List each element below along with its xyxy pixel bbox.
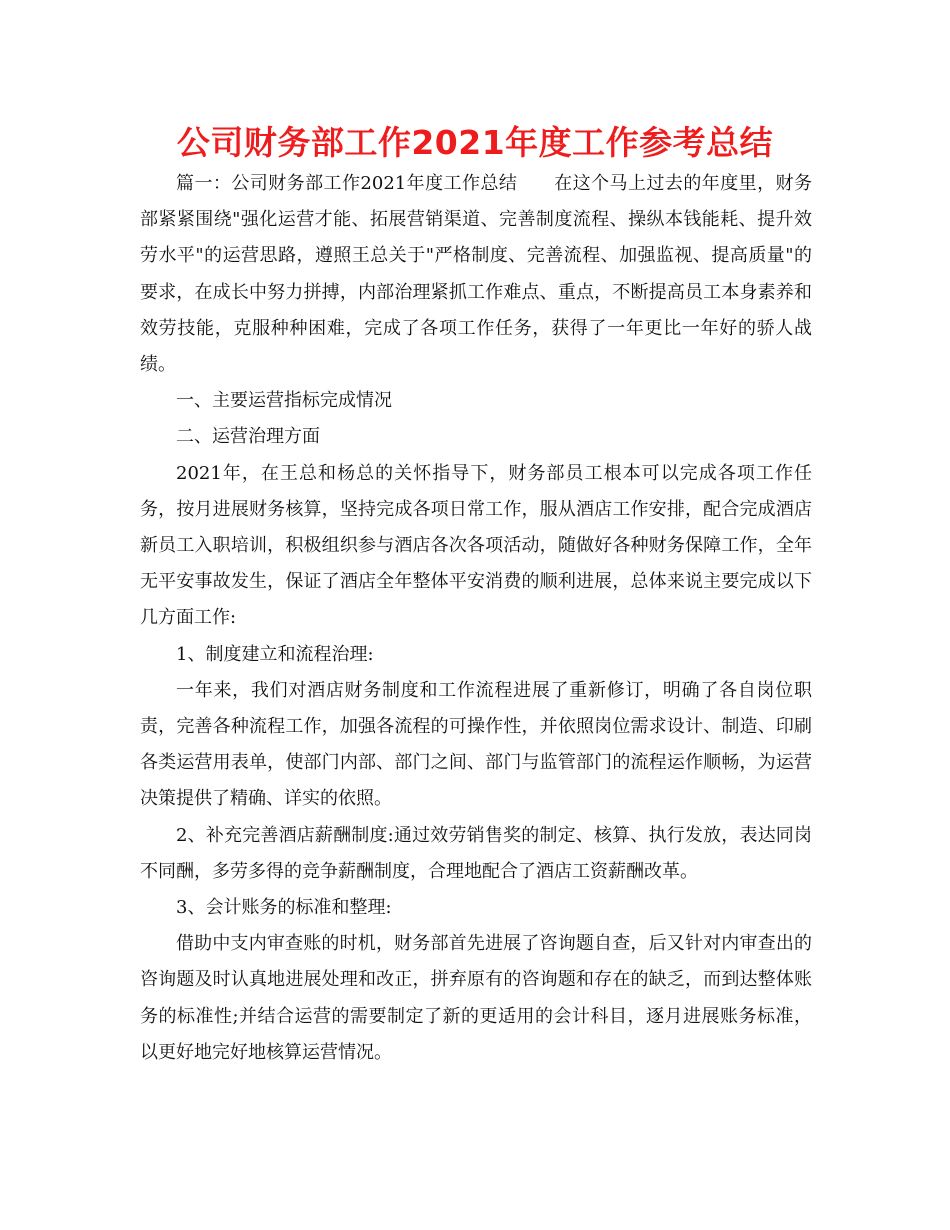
document-title: 公司财务部工作2021年度工作参考总结 (176, 123, 774, 162)
paragraph-accounting-standards: 借助中支内审查账的时机，财务部首先进展了咨询题自查，后又针对内审查出的咨询题及时认真地进展处理和改正，拼弃原有的咨询题和存在的缺乏，而到达整体账务的标准性;并结合运营的需要制定了新的更适用的会计科目，逐月进展账务标准，以更好地完好地核算运营情况。 (140, 933, 812, 1063)
paragraph-intro: 篇一：公司财务部工作2021年度工作总结 在这个马上过去的年度里，财务部紧紧围绕"强化运营才能、拓展营销渠道、完善制度流程、操纵本钱能耗、提升效劳水平"的运营思路，遵照王总关于"严格制度、完善流程、加强监视、提高质量"的要求，在成长中努力拼搏，内部治理紧抓工作难点、重点，不断提高员工本身素养和效劳技能，克服种种困难，完成了各项工作任务，获得了一年更比一年好的骄人战绩。 (140, 173, 812, 376)
heading-system-process: 1、制度建立和流程治理: (176, 643, 374, 665)
heading-main-indicators: 一、主要运营指标完成情况 (176, 390, 392, 412)
paragraph-2021-summary: 2021年，在王总和杨总的关怀指导下，财务部员工根本可以完成各项工作任务，按月进展财务核算，坚持完成各项日常工作，服从酒店工作安排，配合完成酒店新员工入职培训，积极组织参与酒店各次各项活动，随做好各种财务保障工作，全年无平安事故发生，保证了酒店全年整体平安消费的顺利进展，总体来说主要完成以下几方面工作: (140, 462, 812, 629)
heading-operations-management: 二、运营治理方面 (176, 426, 320, 448)
heading-accounting-standards: 3、会计账务的标准和整理: (176, 897, 392, 919)
paragraph-salary-system: 2、补充完善酒店薪酬制度:通过效劳销售奖的制定、核算、执行发放，表达同岗不同酬，多劳多得的竞争薪酬制度，合理地配合了酒店工资薪酬改革。 (140, 824, 812, 882)
paragraph-system-process: 一年来，我们对酒店财务制度和工作流程进展了重新修订，明确了各自岗位职责，完善各种流程工作，加强各流程的可操作性，并依照岗位需求设计、制造、印刷各类运营用表单，使部门内部、部门之间、部门与监管部门的流程运作顺畅，为运营决策提供了精确、详实的依照。 (140, 679, 812, 810)
document-body (140, 166, 812, 1071)
